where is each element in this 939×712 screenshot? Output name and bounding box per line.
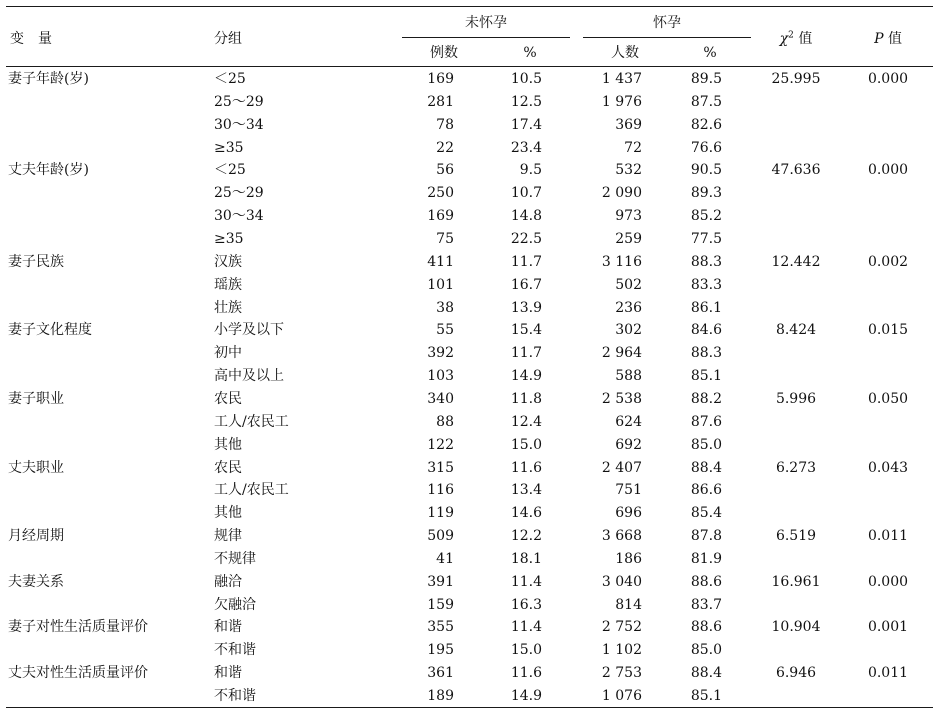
header-chi-square — [758, 30, 834, 48]
cell-variable: 丈夫职业 — [8, 459, 64, 476]
cell-np-pct: 11.8 — [510, 390, 542, 407]
cell-np-pct: 12.4 — [510, 413, 542, 430]
cell-p-value: 0.011 — [867, 528, 909, 544]
cell-p-count: 1 102 — [601, 642, 642, 659]
cell-np-pct: 11.4 — [510, 573, 542, 590]
cell-group: 30～34 — [214, 116, 264, 133]
cell-np-pct: 13.9 — [510, 299, 542, 316]
cell-np-count: 22 — [436, 139, 454, 156]
cell-group: ≥35 — [214, 139, 244, 156]
cell-p-count: 2 964 — [601, 345, 642, 362]
cell-group: 不和谐 — [214, 642, 256, 659]
cell-group: 工人/农民工 — [214, 482, 289, 499]
cell-np-pct: 11.7 — [510, 345, 542, 362]
cell-np-pct: 15.0 — [510, 642, 542, 659]
cell-p-count: 2 753 — [601, 665, 642, 682]
cell-np-pct: 11.6 — [510, 665, 542, 682]
cell-np-count: 159 — [427, 596, 454, 613]
cell-p-pct: 82.6 — [690, 116, 722, 133]
cell-np-pct: 18.1 — [510, 550, 542, 567]
cell-group: 和谐 — [214, 619, 242, 636]
cell-p-pct: 88.3 — [690, 345, 722, 362]
cell-group: 高中及以上 — [214, 368, 284, 385]
cell-np-count: 391 — [427, 573, 454, 590]
cell-p-pct: 85.1 — [690, 688, 722, 704]
cell-np-count: 189 — [427, 688, 454, 704]
cell-chi2: 16.961 — [771, 573, 821, 590]
cell-p-pct: 86.1 — [690, 299, 722, 316]
cell-chi2: 47.636 — [771, 162, 821, 179]
cell-variable: 妻子文化程度 — [8, 322, 92, 339]
cell-np-count: 315 — [427, 459, 454, 476]
cell-p-count: 186 — [615, 550, 642, 567]
cell-np-count: 169 — [427, 208, 454, 225]
cell-variable: 月经周期 — [8, 528, 64, 544]
cell-p-pct: 86.6 — [690, 482, 722, 499]
cell-np-count: 75 — [436, 231, 454, 247]
cell-np-count: 122 — [427, 436, 454, 453]
cell-chi2: 5.996 — [775, 390, 817, 407]
cell-p-value: 0.002 — [867, 253, 909, 270]
cell-np-pct: 14.8 — [510, 208, 542, 225]
cell-np-count: 55 — [436, 322, 454, 339]
p-italic: P — [874, 31, 884, 47]
cell-group: ＜25 — [214, 162, 246, 179]
cell-np-pct: 17.4 — [510, 116, 542, 133]
cell-p-pct: 85.0 — [690, 642, 722, 659]
cell-np-pct: 15.0 — [510, 436, 542, 453]
cell-np-count: 411 — [427, 253, 454, 270]
cell-p-pct: 89.3 — [690, 185, 722, 202]
cell-p-value: 0.043 — [867, 459, 909, 476]
cell-p-count: 696 — [615, 505, 642, 522]
cell-np-pct: 12.2 — [510, 528, 542, 544]
cell-group: 壮族 — [214, 299, 242, 316]
cell-chi2: 10.904 — [771, 619, 821, 636]
cell-p-pct: 85.2 — [690, 208, 722, 225]
cell-np-pct: 15.4 — [510, 322, 542, 339]
cell-variable: 妻子民族 — [8, 253, 64, 270]
cell-chi2: 6.519 — [775, 528, 817, 544]
cell-np-count: 101 — [427, 276, 454, 293]
cell-chi2: 25.995 — [771, 71, 821, 87]
cell-np-count: 56 — [436, 162, 454, 179]
cell-p-count: 2 407 — [601, 459, 642, 476]
cell-np-count: 340 — [427, 390, 454, 407]
cell-p-count: 3 668 — [601, 528, 642, 544]
cell-np-count: 361 — [427, 665, 454, 682]
cell-group: 其他 — [214, 505, 242, 522]
cell-p-pct: 85.0 — [690, 436, 722, 453]
cell-np-count: 355 — [427, 619, 454, 636]
cell-group: 融洽 — [214, 573, 242, 590]
cell-p-count: 814 — [615, 596, 642, 613]
cell-group: 规律 — [214, 528, 242, 544]
cell-p-count: 624 — [615, 413, 642, 430]
cell-group: 和谐 — [214, 665, 242, 682]
cell-p-pct: 76.6 — [690, 139, 722, 156]
cell-chi2: 8.424 — [775, 322, 817, 339]
cell-np-pct: 14.9 — [510, 688, 542, 704]
cell-p-value: 0.011 — [867, 665, 909, 682]
cell-variable: 夫妻关系 — [8, 573, 64, 590]
header-pregnant: 怀孕 — [653, 15, 681, 31]
cell-p-count: 3 040 — [601, 573, 642, 590]
header-np-count: 例数 — [430, 45, 458, 61]
cell-p-pct: 83.7 — [690, 596, 722, 613]
cell-variable: 妻子对性生活质量评价 — [8, 619, 148, 636]
header-not-pregnant: 未怀孕 — [465, 15, 507, 31]
chi-suffix: 值 — [798, 31, 813, 47]
cell-p-value: 0.000 — [867, 573, 909, 590]
cell-p-value: 0.015 — [867, 322, 909, 339]
cell-group: 农民 — [214, 390, 242, 407]
cell-p-pct: 85.4 — [690, 505, 722, 522]
cell-group: 小学及以下 — [214, 322, 284, 339]
cell-group: 不规律 — [214, 550, 256, 567]
cell-np-pct: 11.6 — [510, 459, 542, 476]
cell-p-count: 2 090 — [601, 185, 642, 202]
cell-p-pct: 88.6 — [690, 573, 722, 590]
cell-np-count: 78 — [436, 116, 454, 133]
cell-p-count: 72 — [624, 139, 642, 156]
cell-np-pct: 16.3 — [510, 596, 542, 613]
cell-group: 25～29 — [214, 185, 264, 202]
cell-p-count: 2 752 — [601, 619, 642, 636]
bottom-rule — [6, 707, 933, 708]
top-rule — [6, 6, 933, 7]
cell-p-pct: 87.6 — [690, 413, 722, 430]
header-group: 分组 — [214, 31, 242, 47]
cell-np-pct: 11.4 — [510, 619, 542, 636]
cell-group: ＜25 — [214, 71, 246, 87]
cell-np-count: 509 — [427, 528, 454, 544]
cell-np-pct: 13.4 — [510, 482, 542, 499]
cell-p-pct: 84.6 — [690, 322, 722, 339]
cell-np-count: 169 — [427, 71, 454, 87]
chi-symbol: χ — [779, 31, 789, 47]
header-p-value — [852, 30, 924, 48]
cell-p-pct: 85.1 — [690, 368, 722, 385]
cell-np-pct: 14.6 — [510, 505, 542, 522]
cell-variable: 妻子职业 — [8, 390, 64, 407]
cell-np-pct: 11.7 — [510, 253, 542, 270]
cell-p-value: 0.050 — [867, 390, 909, 407]
cell-np-pct: 10.5 — [510, 71, 542, 87]
cell-np-count: 250 — [427, 185, 454, 202]
cell-p-count: 3 116 — [601, 253, 642, 270]
cell-np-count: 88 — [436, 413, 454, 430]
header-bottom-rule — [6, 66, 933, 67]
cell-p-count: 302 — [615, 322, 642, 339]
cell-variable: 丈夫对性生活质量评价 — [8, 665, 148, 682]
cell-np-pct: 14.9 — [510, 368, 542, 385]
cell-p-count: 236 — [615, 299, 642, 316]
cell-p-pct: 88.4 — [690, 459, 722, 476]
header-np-pct: % — [523, 45, 537, 61]
header-p-count: 人数 — [611, 45, 639, 61]
cell-group: 初中 — [214, 345, 242, 362]
p-suffix: 值 — [887, 31, 902, 47]
cell-group: 工人/农民工 — [214, 413, 289, 430]
cell-p-pct: 88.4 — [690, 665, 722, 682]
cell-np-pct: 10.7 — [510, 185, 542, 202]
cell-variable: 丈夫年龄(岁) — [8, 162, 89, 179]
cell-p-value: 0.001 — [867, 619, 909, 636]
cell-p-count: 692 — [615, 436, 642, 453]
cell-p-pct: 88.3 — [690, 253, 722, 270]
cell-np-count: 281 — [427, 93, 454, 110]
not-pregnant-span-rule — [402, 37, 570, 38]
cell-p-count: 973 — [615, 208, 642, 225]
header-p-pct: % — [703, 45, 717, 61]
cell-np-count: 195 — [427, 642, 454, 659]
cell-chi2: 6.273 — [775, 459, 817, 476]
chi-superscript: 2 — [788, 30, 794, 41]
cell-p-count: 502 — [615, 276, 642, 293]
cell-p-count: 588 — [615, 368, 642, 385]
cell-p-pct: 77.5 — [690, 231, 722, 247]
cell-group: 瑶族 — [214, 276, 242, 293]
cell-np-pct: 9.5 — [519, 162, 542, 179]
cell-p-pct: 90.5 — [690, 162, 722, 179]
cell-np-count: 38 — [436, 299, 454, 316]
cell-p-count: 1 976 — [601, 93, 642, 110]
cell-p-count: 751 — [615, 482, 642, 499]
cell-group: 其他 — [214, 436, 242, 453]
cell-np-count: 392 — [427, 345, 454, 362]
cell-np-count: 119 — [427, 505, 454, 522]
cell-p-count: 369 — [615, 116, 642, 133]
cell-p-pct: 89.5 — [690, 71, 722, 87]
cell-p-count: 2 538 — [601, 390, 642, 407]
cell-np-count: 103 — [427, 368, 454, 385]
cell-group: 农民 — [214, 459, 242, 476]
cell-group: 30～34 — [214, 208, 264, 225]
cell-group: ≥35 — [214, 231, 244, 247]
cell-p-pct: 88.2 — [690, 390, 722, 407]
cell-p-value: 0.000 — [867, 162, 909, 179]
cell-p-pct: 87.8 — [690, 528, 722, 544]
cell-p-count: 532 — [615, 162, 642, 179]
cell-np-pct: 12.5 — [510, 93, 542, 110]
cell-np-count: 116 — [427, 482, 454, 499]
cell-group: 汉族 — [214, 253, 242, 270]
cell-p-count: 1 437 — [601, 71, 642, 87]
cell-p-count: 1 076 — [601, 688, 642, 704]
cell-p-pct: 83.3 — [690, 276, 722, 293]
cell-p-pct: 87.5 — [690, 93, 722, 110]
pregnant-span-rule — [583, 37, 751, 38]
cell-variable: 妻子年龄(岁) — [8, 71, 89, 87]
cell-p-pct: 88.6 — [690, 619, 722, 636]
cell-chi2: 12.442 — [771, 253, 821, 270]
cell-p-pct: 81.9 — [690, 550, 722, 567]
cell-p-value: 0.000 — [867, 71, 909, 87]
cell-np-pct: 16.7 — [510, 276, 542, 293]
cell-group: 25～29 — [214, 93, 264, 110]
cell-np-pct: 22.5 — [510, 231, 542, 247]
cell-np-count: 41 — [436, 550, 454, 567]
cell-np-pct: 23.4 — [510, 139, 542, 156]
cell-chi2: 6.946 — [775, 665, 817, 682]
cell-p-count: 259 — [615, 231, 642, 247]
cell-group: 不和谐 — [214, 688, 256, 704]
cell-group: 欠融洽 — [214, 596, 256, 613]
header-variable: 变 量 — [10, 31, 52, 47]
